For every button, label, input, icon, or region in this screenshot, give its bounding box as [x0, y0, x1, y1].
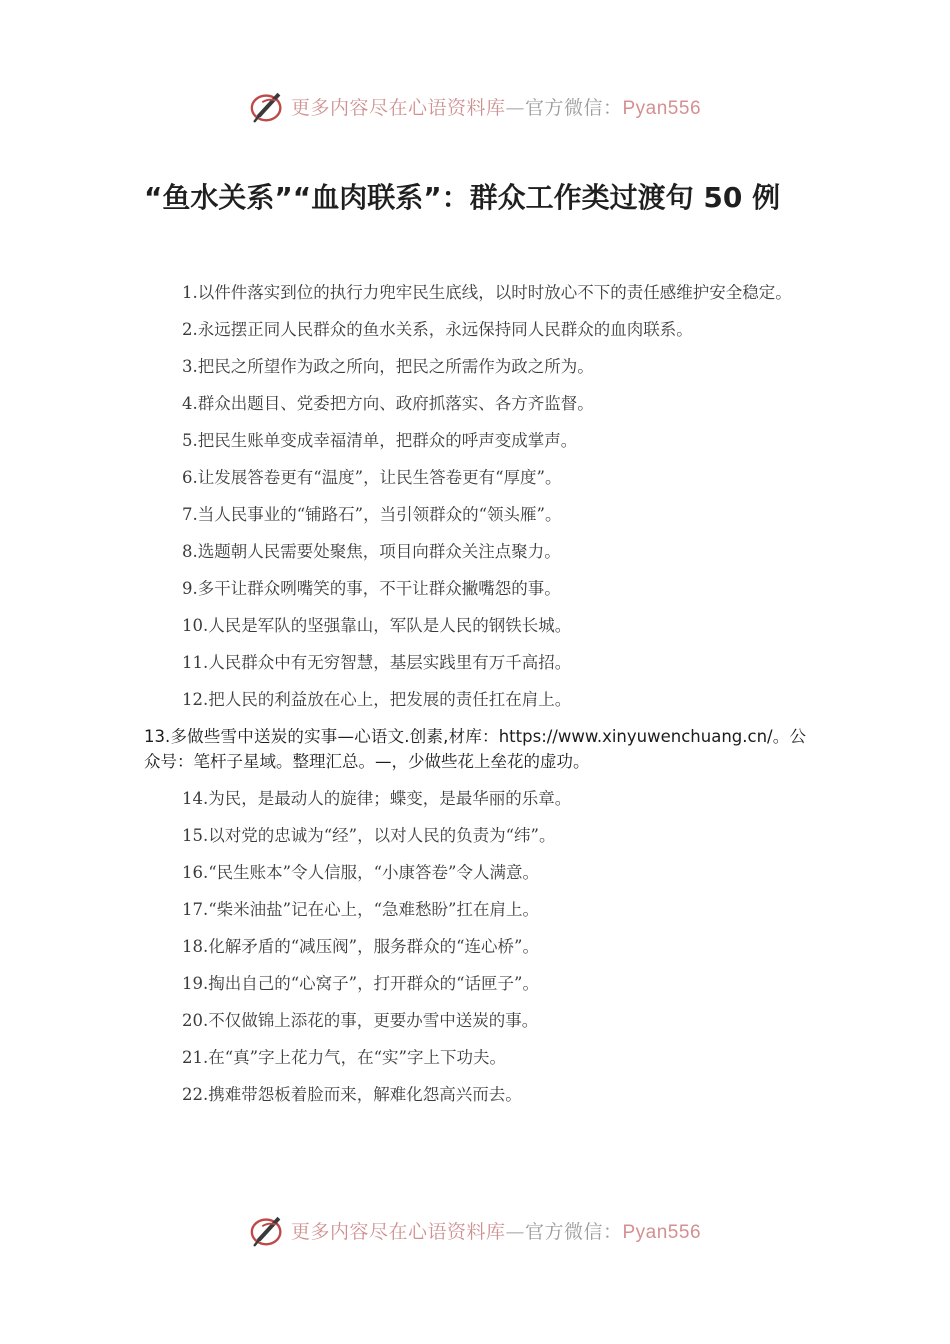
list-item: 3.把民之所望作为政之所向，把民之所需作为政之所为。 — [182, 357, 594, 376]
footer-text — [291, 1217, 701, 1244]
document-title: “鱼水关系”“血肉联系”：群众工作类过渡句 50 例 — [144, 181, 781, 214]
footer-banner — [0, 1208, 950, 1252]
header-text-official: 官方微信： — [524, 96, 623, 119]
list-item: 11.人民群众中有无穷智慧，基层实践里有万千高招。 — [182, 653, 572, 672]
list-item: 5.把民生账单变成幸福清单，把群众的呼声变成掌声。 — [182, 431, 578, 450]
footer-text-official: 官方微信： — [524, 1220, 623, 1243]
header-text — [291, 93, 701, 120]
list-item: 17.“柴米油盐”记在心上，“急难愁盼”扛在肩上。 — [182, 900, 539, 919]
quill-logo-icon — [249, 87, 287, 125]
list-item: 2.永远摆正同人民群众的鱼水关系，永远保持同人民群众的血肉联系。 — [182, 320, 693, 339]
list-item: 8.选题朝人民需要处聚焦，项目向群众关注点聚力。 — [182, 542, 561, 561]
list-item: 22.携难带怨板着脸而来，解难化怨高兴而去。 — [182, 1085, 522, 1104]
list-item-watermarked: 13.多做些雪中送炭的实事—心语文.创素,材库：https://www.xinyuwenchuang.cn/。公众号：笔杆子星域。整理汇总。—，少做些花上垒花的虚功。 — [144, 727, 806, 771]
list-item: 18.化解矛盾的“减压阀”，服务群众的“连心桥”。 — [182, 937, 539, 956]
list-item: 9.多干让群众咧嘴笑的事，不干让群众撇嘴怨的事。 — [182, 579, 561, 598]
list-item: 6.让发展答卷更有“温度”，让民生答卷更有“厚度”。 — [182, 468, 562, 487]
list-item: 20.不仅做锦上添花的事，更要办雪中送炭的事。 — [182, 1011, 539, 1030]
footer-wechat-id: Pyan556 — [622, 1221, 702, 1243]
footer-text-sep: — — [505, 1220, 525, 1243]
list-item: 4.群众出题目、党委把方向、政府抓落实、各方齐监督。 — [182, 394, 594, 413]
list-item: 14.为民，是最动人的旋律；蝶变，是最华丽的乐章。 — [182, 789, 572, 808]
list-item: 10.人民是军队的坚强靠山，军队是人民的钢铁长城。 — [182, 616, 572, 635]
list-item: 21.在“真”字上花力气，在“实”字上下功夫。 — [182, 1048, 506, 1067]
footer-text-main: 更多内容尽在心语资料库 — [290, 1220, 506, 1243]
header-banner — [0, 84, 950, 128]
header-text-main: 更多内容尽在心语资料库 — [290, 96, 506, 119]
list-item: 15.以对党的忠诚为“经”，以对人民的负责为“纬”。 — [182, 826, 556, 845]
list-item: 12.把人民的利益放在心上，把发展的责任扛在肩上。 — [182, 690, 572, 709]
header-wechat-id: Pyan556 — [622, 97, 702, 119]
quill-logo-icon — [249, 1211, 287, 1249]
list-item: 16.“民生账本”令人信服，“小康答卷”令人满意。 — [182, 863, 539, 882]
item-list — [144, 280, 806, 1119]
list-item: 19.掏出自己的“心窝子”，打开群众的“话匣子”。 — [182, 974, 539, 993]
header-text-sep: — — [505, 96, 525, 119]
list-item: 7.当人民事业的“铺路石”，当引领群众的“领头雁”。 — [182, 505, 562, 524]
list-item: 1.以件件落实到位的执行力兜牢民生底线，以时时放心不下的责任感维护安全稳定。 — [182, 283, 792, 302]
